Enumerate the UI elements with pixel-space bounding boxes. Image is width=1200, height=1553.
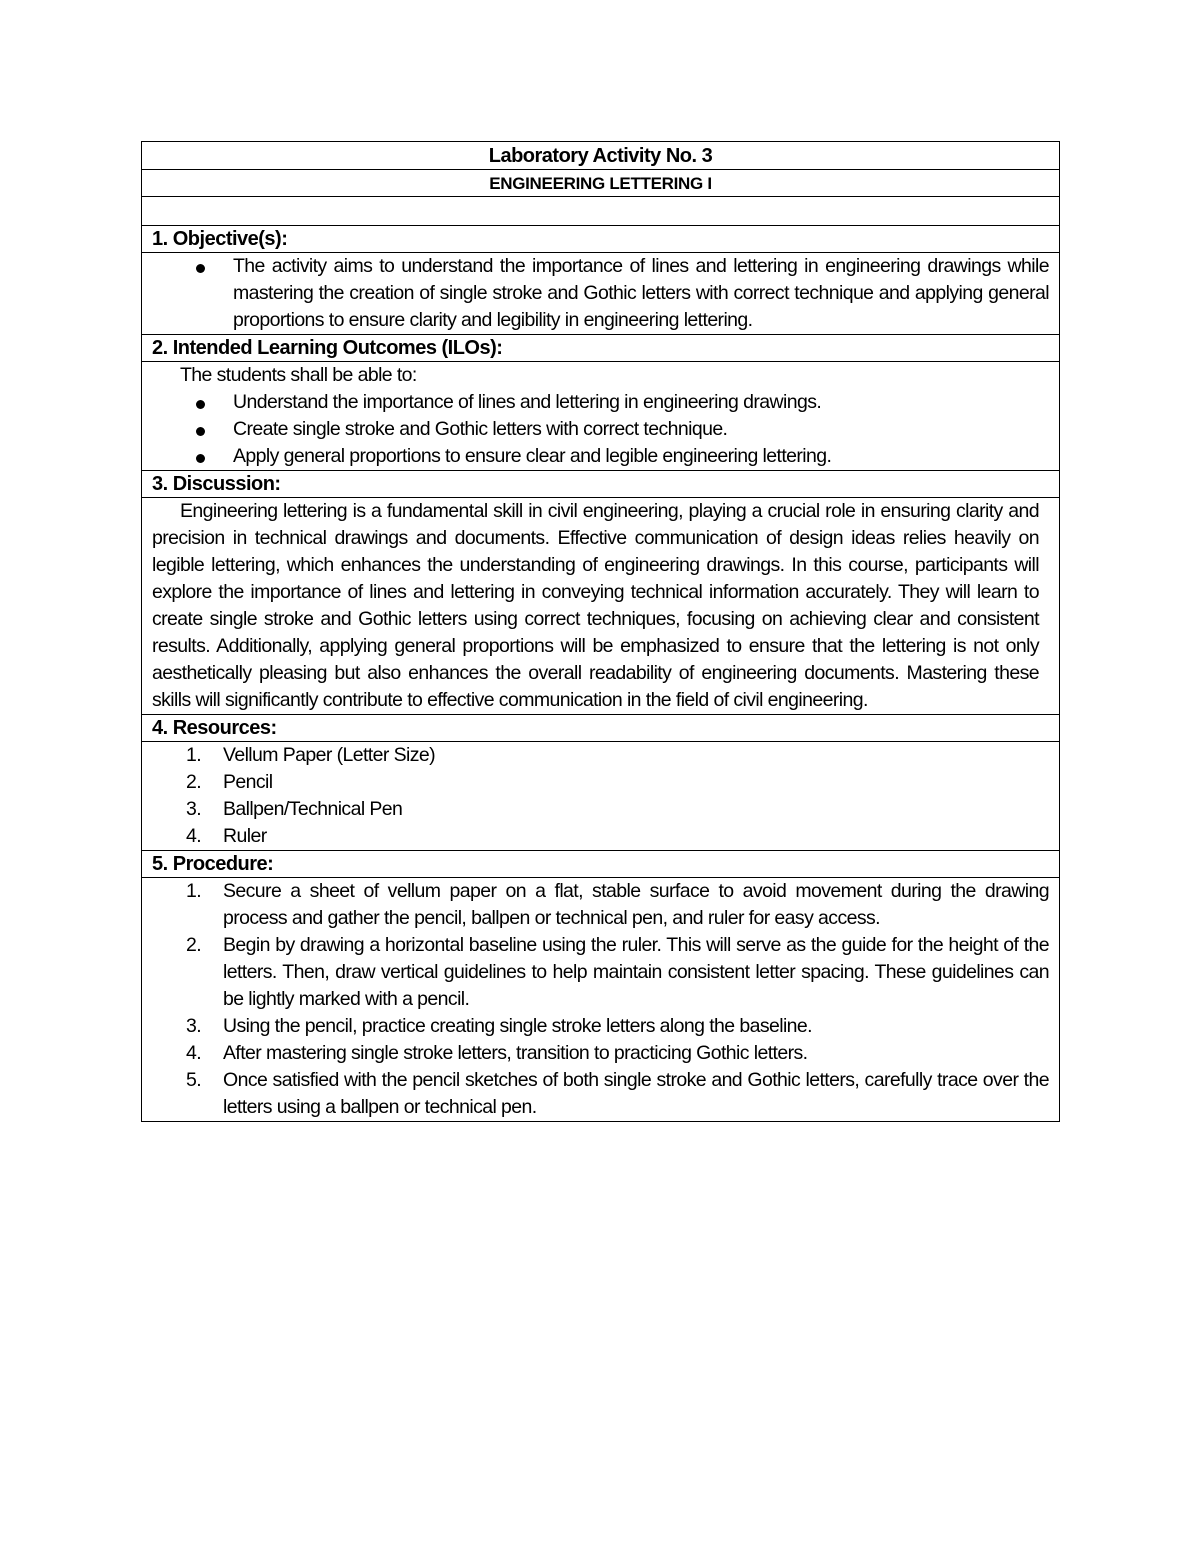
item-number: 3. <box>186 798 202 820</box>
discussion-text: Engineering lettering is a fundamental skill in civil engineering, playing a crucial role in ensuring clarity and precision in technical drawings and documents. Effective communication of design ideas relies heavily on legible lettering, which enhances the understanding of engineering drawings. In this course, participants will explore the importance of lines and lettering in conveying technical information accurately. They will learn to create single stroke and Gothic letters using correct techniques, focusing on achieving clear and consistent results. Additionally, applying general proportions will be emphasized to ensure that the lettering is not only aesthetically pleasing but also enhances the overall readability of engineering documents. Mastering these skills will significantly contribute to effective communication in the field of civil engineering. <box>152 500 1039 711</box>
list-item <box>152 742 1049 769</box>
activity-subtitle: ENGINEERING LETTERING I <box>142 170 1059 197</box>
bullet-icon <box>196 264 205 273</box>
procedure-text: After mastering single stroke letters, transition to practicing Gothic letters. <box>223 1042 808 1064</box>
list-item <box>152 416 1049 443</box>
item-number: 4. <box>186 1042 202 1064</box>
objectives-body <box>142 253 1059 335</box>
resource-text: Ruler <box>223 825 267 847</box>
resources-heading: 4. Resources: <box>142 715 1059 742</box>
item-number: 2. <box>186 771 202 793</box>
item-number: 2. <box>186 934 202 956</box>
resources-list <box>152 742 1049 850</box>
resource-text: Ballpen/Technical Pen <box>223 798 403 820</box>
list-item <box>152 878 1049 932</box>
list-item <box>152 1013 1049 1040</box>
list-item <box>152 932 1049 1013</box>
item-number: 3. <box>186 1015 202 1037</box>
procedure-list <box>152 878 1049 1121</box>
item-number: 1. <box>186 744 202 766</box>
activity-title: Laboratory Activity No. 3 <box>142 142 1059 170</box>
objective-text: The activity aims to understand the importance of lines and lettering in engineering drawings while mastering the creation of single stroke and Gothic letters with correct technique and applying general proportions to ensure clarity and legibility in engineering lettering. <box>233 255 1049 331</box>
resources-body <box>142 742 1059 851</box>
ilo-text: Understand the importance of lines and lettering in engineering drawings. <box>233 391 822 413</box>
resource-text: Vellum Paper (Letter Size) <box>223 744 436 766</box>
ilos-list <box>152 389 1049 470</box>
list-item <box>152 389 1049 416</box>
procedure-text: Begin by drawing a horizontal baseline using the ruler. This will serve as the guide for the height of the letters. Then, draw vertical guidelines to help maintain consistent letter spacing. These guidelines can be lightly marked with a pencil. <box>223 934 1049 1010</box>
activity-table <box>141 141 1060 1122</box>
list-item <box>152 1067 1049 1121</box>
list-item <box>152 823 1049 850</box>
list-item <box>152 253 1049 334</box>
procedure-text: Using the pencil, practice creating single stroke letters along the baseline. <box>223 1015 812 1037</box>
blank-row <box>142 197 1059 226</box>
item-number: 5. <box>186 1069 202 1091</box>
discussion-heading: 3. Discussion: <box>142 471 1059 498</box>
list-item <box>152 1040 1049 1067</box>
procedure-text: Once satisfied with the pencil sketches of both single stroke and Gothic letters, carefully trace over the letters using a ballpen or technical pen. <box>223 1069 1049 1118</box>
list-item <box>152 769 1049 796</box>
discussion-body <box>142 498 1059 715</box>
objectives-heading: 1. Objective(s): <box>142 226 1059 253</box>
ilo-text: Apply general proportions to ensure clear and legible engineering lettering. <box>233 445 832 467</box>
resource-text: Pencil <box>223 771 273 793</box>
list-item <box>152 796 1049 823</box>
bullet-icon <box>196 427 205 436</box>
objectives-list <box>152 253 1049 334</box>
item-number: 1. <box>186 880 202 902</box>
list-item <box>152 443 1049 470</box>
ilo-text: Create single stroke and Gothic letters with correct technique. <box>233 418 728 440</box>
ilos-heading: 2. Intended Learning Outcomes (ILOs): <box>142 335 1059 362</box>
procedure-body <box>142 878 1059 1121</box>
item-number: 4. <box>186 825 202 847</box>
procedure-heading: 5. Procedure: <box>142 851 1059 878</box>
bullet-icon <box>196 400 205 409</box>
bullet-icon <box>196 454 205 463</box>
ilos-intro: The students shall be able to: <box>180 364 417 386</box>
procedure-text: Secure a sheet of vellum paper on a flat, stable surface to avoid movement during the drawing process and gather the pencil, ballpen or technical pen, and ruler for easy access. <box>223 880 1049 929</box>
ilos-body <box>142 362 1059 471</box>
